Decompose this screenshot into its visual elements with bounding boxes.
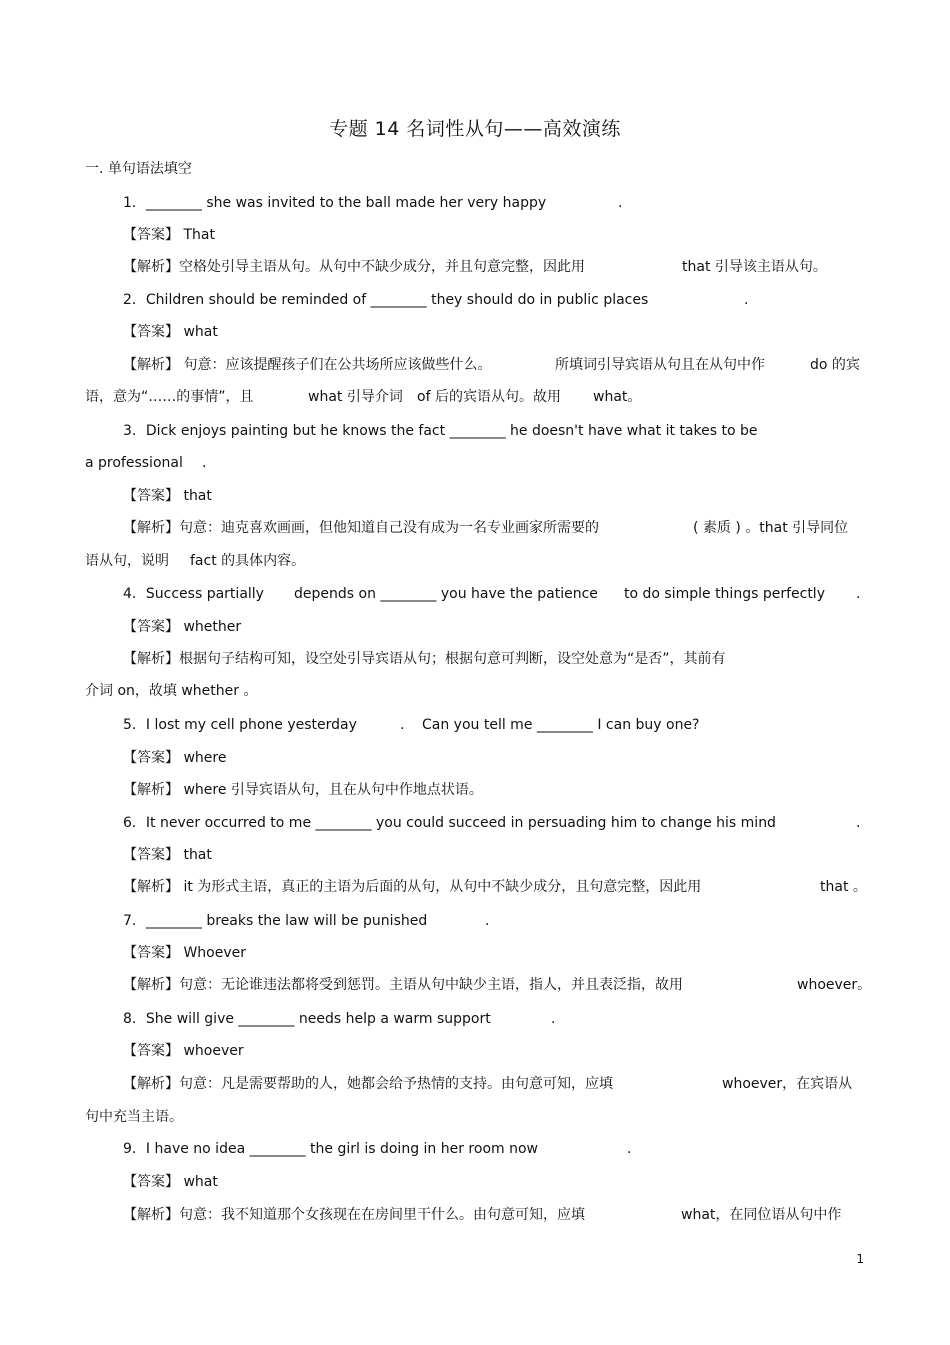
question-5-part: . <box>400 717 405 733</box>
question-3: 3．Dick enjoys painting but he knows the fact ________ he doesn't have what it takes to be <box>123 423 758 439</box>
explanation-1: 【解析】空格处引导主语从句。从句中不缺少成分，并且句意完整，因此用 <box>123 259 585 275</box>
document-title: 专题 14 名词性从句——高效演练 <box>329 118 621 140</box>
explanation-2-part: 所填词引导宾语从句且在从句中作 <box>555 357 765 373</box>
question-4-end: . <box>856 586 861 602</box>
explanation-7-part: whoever。 <box>797 977 872 993</box>
question-6-end: . <box>856 815 861 831</box>
explanation-2-cont: 语，意为“……的事情”，且 <box>85 389 254 405</box>
explanation-4: 【解析】根据句子结构可知，设空处引导宾语从句；根据句意可判断，设空处意为“是否”，其前有 <box>123 651 726 667</box>
explanation-3-part: ( 素质 ) 。that 引导同位 <box>693 520 849 536</box>
explanation-6: 【解析】 it 为形式主语，真正的主语为后面的从句，从句中不缺少成分，且句意完整，因此用 <box>123 879 702 895</box>
answer-6: 【答案】 that <box>123 847 212 863</box>
answer-4: 【答案】 whether <box>123 619 242 635</box>
answer-5: 【答案】 where <box>123 750 227 766</box>
explanation-8-cont: 句中充当主语。 <box>85 1109 183 1125</box>
explanation-9-part: what，在同位语从句中作 <box>681 1207 842 1223</box>
question-4-part: depends on ________ you have the patience <box>294 586 598 602</box>
question-9: 9．I have no idea ________ the girl is doing in her room now <box>123 1141 538 1157</box>
explanation-2-part: do 的宾 <box>810 357 860 373</box>
page-number: 1 <box>856 1252 864 1266</box>
question-1: 1．________ she was invited to the ball made her very happy <box>123 195 547 211</box>
question-5: 5．I lost my cell phone yesterday <box>123 717 357 733</box>
explanation-2-cont: what。 <box>593 389 642 405</box>
question-5-part: Can you tell me ________ I can buy one? <box>422 717 700 733</box>
question-2-end: . <box>744 292 749 308</box>
question-8: 8．She will give ________ needs help a warm support <box>123 1011 491 1027</box>
question-4: 4．Success partially <box>123 586 264 602</box>
explanation-2: 【解析】 句意：应该提醒孩子们在公共场所应该做些什么。 <box>123 357 492 373</box>
question-2: 2．Children should be reminded of ________ they should do in public places <box>123 292 649 308</box>
question-7: 7．________ breaks the law will be punished <box>123 913 428 929</box>
question-3-cont: a professional <box>85 455 183 471</box>
explanation-3-cont: fact 的具体内容。 <box>190 553 306 569</box>
explanation-6-part: that 。 <box>820 879 867 895</box>
explanation-3: 【解析】句意：迪克喜欢画画，但他知道自己没有成为一名专业画家所需要的 <box>123 520 599 536</box>
answer-8: 【答案】 whoever <box>123 1043 244 1059</box>
explanation-2-cont: of 后的宾语从句。故用 <box>417 389 561 405</box>
answer-9: 【答案】 what <box>123 1174 218 1190</box>
explanation-3-cont: 语从句，说明 <box>85 553 169 569</box>
explanation-9: 【解析】句意：我不知道那个女孩现在在房间里干什么。由句意可知，应填 <box>123 1207 585 1223</box>
question-7-end: . <box>485 913 490 929</box>
explanation-8-part: whoever，在宾语从 <box>722 1076 853 1092</box>
answer-2: 【答案】 what <box>123 324 218 340</box>
answer-3: 【答案】 that <box>123 488 212 504</box>
question-8-end: . <box>551 1011 556 1027</box>
explanation-2-cont: what 引导介词 <box>308 389 403 405</box>
explanation-5: 【解析】 where 引导宾语从句，且在从句中作地点状语。 <box>123 782 483 798</box>
explanation-4-cont: 介词 on，故填 whether 。 <box>85 683 258 699</box>
explanation-7: 【解析】句意：无论谁违法都将受到惩罚。主语从句中缺少主语，指人，并且表泛指，故用 <box>123 977 683 993</box>
answer-1: 【答案】 That <box>123 227 215 243</box>
question-9-end: . <box>627 1141 632 1157</box>
question-1-end: . <box>618 195 623 211</box>
question-3-end: . <box>202 455 207 471</box>
answer-7: 【答案】 Whoever <box>123 945 246 961</box>
question-4-part: to do simple things perfectly <box>624 586 825 602</box>
section-heading: 一. 单句语法填空 <box>85 161 192 177</box>
question-6: 6．It never occurred to me ________ you could succeed in persuading him to change his mind <box>123 815 776 831</box>
explanation-1-part: that 引导该主语从句。 <box>682 259 827 275</box>
explanation-8: 【解析】句意：凡是需要帮助的人，她都会给予热情的支持。由句意可知，应填 <box>123 1076 613 1092</box>
